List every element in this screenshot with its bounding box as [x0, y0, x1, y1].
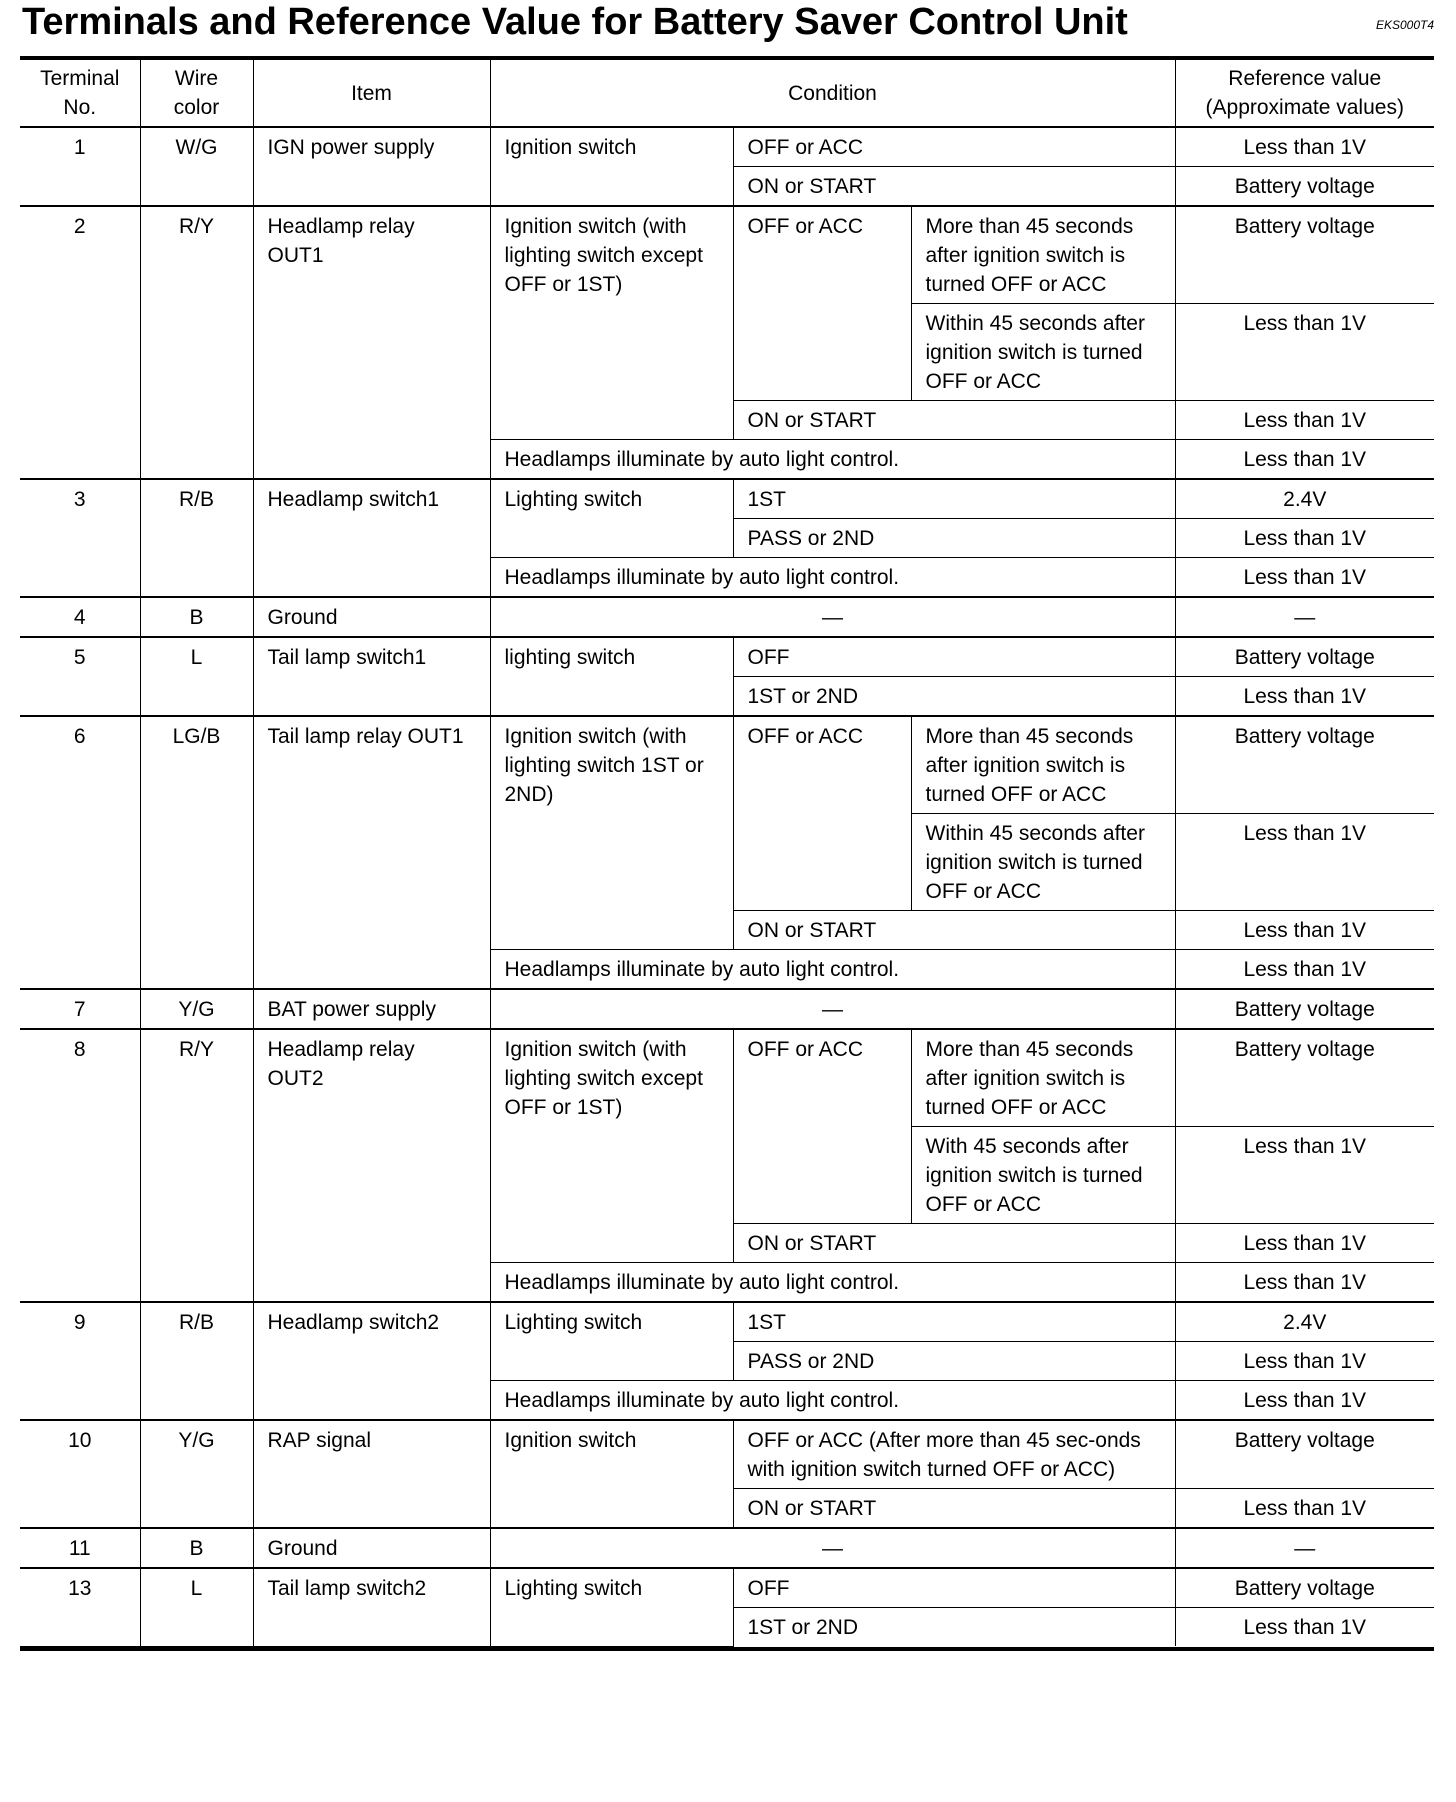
sub-condition: 1ST or 2ND: [733, 1608, 1175, 1647]
item: Headlamp relay OUT1: [253, 206, 490, 479]
condition: Ignition switch (with lighting switch except OFF or 1ST): [490, 206, 733, 440]
terminal-no: 10: [20, 1420, 140, 1528]
terminal-no: 8: [20, 1029, 140, 1302]
wire-color: LG/B: [140, 716, 253, 989]
reference-value: Less than 1V: [1175, 304, 1434, 401]
reference-value: Battery voltage: [1175, 206, 1434, 304]
reference-value: Less than 1V: [1175, 911, 1434, 950]
reference-value: Battery voltage: [1175, 637, 1434, 677]
header-item: Item: [253, 60, 490, 127]
detail-condition: Within 45 seconds after ignition switch is turned OFF or ACC: [911, 304, 1175, 401]
reference-value: Less than 1V: [1175, 558, 1434, 598]
reference-value: 2.4V: [1175, 1302, 1434, 1342]
terminal-no: 3: [20, 479, 140, 597]
wire-color: R/B: [140, 1302, 253, 1420]
item: BAT power supply: [253, 989, 490, 1029]
header-condition: Condition: [490, 60, 1175, 127]
table-row: [20, 206, 1434, 304]
detail-condition: More than 45 seconds after ignition switch is turned OFF or ACC: [911, 716, 1175, 814]
reference-value: Battery voltage: [1175, 716, 1434, 814]
reference-value: Battery voltage: [1175, 1420, 1434, 1489]
wire-color: Y/G: [140, 989, 253, 1029]
wire-color: B: [140, 1528, 253, 1568]
terminal-no: 7: [20, 989, 140, 1029]
condition: Lighting switch: [490, 1302, 733, 1381]
detail-condition: With 45 seconds after ignition switch is turned OFF or ACC: [911, 1127, 1175, 1224]
wire-color: W/G: [140, 127, 253, 206]
table-row: [20, 1029, 1434, 1127]
item: Headlamp switch1: [253, 479, 490, 597]
bottom-rule: [20, 1647, 1434, 1651]
terminal-no: 9: [20, 1302, 140, 1420]
terminal-no: 6: [20, 716, 140, 989]
detail-condition: Within 45 seconds after ignition switch is turned OFF or ACC: [911, 814, 1175, 911]
table-row: [20, 479, 1434, 519]
item: IGN power supply: [253, 127, 490, 206]
sub-condition: OFF or ACC: [733, 716, 911, 911]
condition: Ignition switch (with lighting switch 1ST or 2ND): [490, 716, 733, 950]
auto-light-condition: Headlamps illuminate by auto light control.: [490, 440, 1175, 480]
condition: Lighting switch: [490, 1568, 733, 1646]
table-row: [20, 716, 1434, 814]
condition: —: [490, 597, 1175, 637]
sub-condition: ON or START: [733, 167, 1175, 207]
condition: Ignition switch (with lighting switch except OFF or 1ST): [490, 1029, 733, 1263]
wire-color: B: [140, 597, 253, 637]
header-wire-color: Wire color: [140, 60, 253, 127]
sub-condition: ON or START: [733, 401, 1175, 440]
wire-color: Y/G: [140, 1420, 253, 1528]
condition: Ignition switch: [490, 1420, 733, 1528]
reference-value: Less than 1V: [1175, 1342, 1434, 1381]
wire-color: L: [140, 1568, 253, 1646]
wire-color: L: [140, 637, 253, 716]
auto-light-condition: Headlamps illuminate by auto light control.: [490, 1263, 1175, 1303]
table-row: [20, 127, 1434, 167]
condition: Ignition switch: [490, 127, 733, 206]
table-row: [20, 1420, 1434, 1489]
terminal-no: 11: [20, 1528, 140, 1568]
detail-condition: More than 45 seconds after ignition switch is turned OFF or ACC: [911, 1029, 1175, 1127]
terminal-no: 1: [20, 127, 140, 206]
reference-value: Battery voltage: [1175, 989, 1434, 1029]
table-row: [20, 1302, 1434, 1342]
item: RAP signal: [253, 1420, 490, 1528]
reference-value: 2.4V: [1175, 479, 1434, 519]
detail-condition: More than 45 seconds after ignition switch is turned OFF or ACC: [911, 206, 1175, 304]
sub-condition: 1ST: [733, 1302, 1175, 1342]
sub-condition: ON or START: [733, 1489, 1175, 1529]
item: Tail lamp switch1: [253, 637, 490, 716]
reference-value: Less than 1V: [1175, 401, 1434, 440]
wire-color: R/Y: [140, 1029, 253, 1302]
reference-value: Less than 1V: [1175, 677, 1434, 717]
auto-light-condition: Headlamps illuminate by auto light control.: [490, 950, 1175, 990]
table-header-row: [20, 60, 1434, 127]
reference-value: Less than 1V: [1175, 1381, 1434, 1421]
sub-condition: OFF or ACC: [733, 206, 911, 401]
reference-value: Less than 1V: [1175, 950, 1434, 990]
sub-condition: OFF: [733, 1568, 1175, 1608]
table-row: [20, 1568, 1434, 1608]
condition: —: [490, 989, 1175, 1029]
reference-value: Less than 1V: [1175, 1127, 1434, 1224]
table-row: [20, 637, 1434, 677]
sub-condition: ON or START: [733, 1224, 1175, 1263]
header-reference-value: Reference value (Approximate values): [1175, 60, 1434, 127]
wire-color: R/Y: [140, 206, 253, 479]
terminal-no: 2: [20, 206, 140, 479]
sub-condition: OFF: [733, 637, 1175, 677]
sub-condition: 1ST: [733, 479, 1175, 519]
item: Headlamp switch2: [253, 1302, 490, 1420]
table-row: [20, 1528, 1434, 1568]
sub-condition: ON or START: [733, 911, 1175, 950]
terminal-no: 13: [20, 1568, 140, 1646]
item: Ground: [253, 597, 490, 637]
reference-value: —: [1175, 597, 1434, 637]
item: Tail lamp switch2: [253, 1568, 490, 1646]
sub-condition: OFF or ACC: [733, 1029, 911, 1224]
reference-value: Less than 1V: [1175, 1224, 1434, 1263]
item: Headlamp relay OUT2: [253, 1029, 490, 1302]
reference-value: Less than 1V: [1175, 1263, 1434, 1303]
reference-value: Less than 1V: [1175, 1608, 1434, 1647]
item: Tail lamp relay OUT1: [253, 716, 490, 989]
reference-value: Less than 1V: [1175, 519, 1434, 558]
document-code: EKS000T4: [1375, 18, 1434, 32]
reference-value: Less than 1V: [1175, 1489, 1434, 1529]
auto-light-condition: Headlamps illuminate by auto light control.: [490, 558, 1175, 598]
reference-value: Less than 1V: [1175, 440, 1434, 480]
reference-value: Battery voltage: [1175, 167, 1434, 207]
terminal-no: 4: [20, 597, 140, 637]
sub-condition: OFF or ACC (After more than 45 sec-onds with ignition switch turned OFF or ACC): [733, 1420, 1175, 1489]
sub-condition: PASS or 2ND: [733, 519, 1175, 558]
page-title: Terminals and Reference Value for Battery Saver Control Unit: [22, 1, 1128, 43]
condition: —: [490, 1528, 1175, 1568]
condition: Lighting switch: [490, 479, 733, 558]
item: Ground: [253, 1528, 490, 1568]
wire-color: R/B: [140, 479, 253, 597]
reference-value: Battery voltage: [1175, 1568, 1434, 1608]
sub-condition: 1ST or 2ND: [733, 677, 1175, 717]
terminal-no: 5: [20, 637, 140, 716]
terminal-reference-table: [20, 60, 1434, 1647]
condition: lighting switch: [490, 637, 733, 716]
table-row: [20, 989, 1434, 1029]
sub-condition: PASS or 2ND: [733, 1342, 1175, 1381]
auto-light-condition: Headlamps illuminate by auto light control.: [490, 1381, 1175, 1421]
reference-value: Less than 1V: [1175, 127, 1434, 167]
reference-value: Battery voltage: [1175, 1029, 1434, 1127]
reference-value: Less than 1V: [1175, 814, 1434, 911]
table-row: [20, 597, 1434, 637]
reference-value: —: [1175, 1528, 1434, 1568]
header-terminal-no: Terminal No.: [20, 60, 140, 127]
sub-condition: OFF or ACC: [733, 127, 1175, 167]
